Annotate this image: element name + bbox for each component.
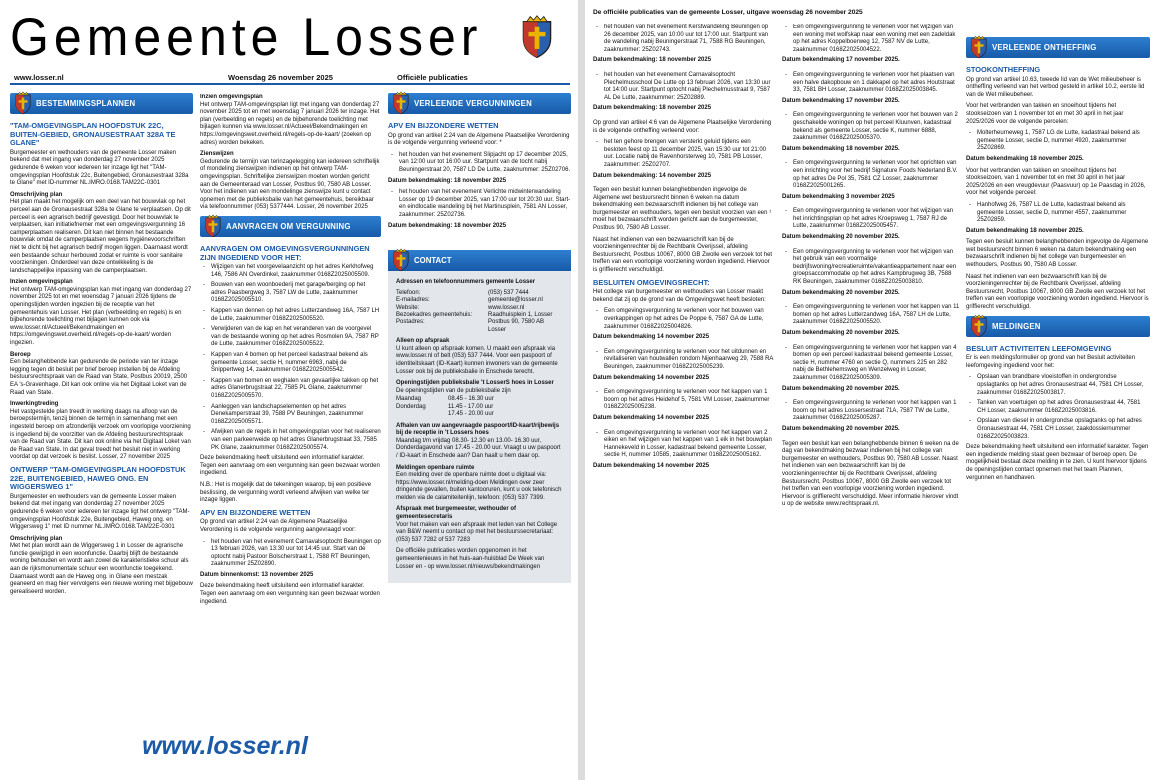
date-line: Datum bekendmaking: 18 november 2025 xyxy=(593,57,712,64)
paragraph: Op grond van artikel 10.63, tweede lid van de Wet milieubeheer is ontheffing verleend van het verbod gesteld in artikel 10.2, eerste lid van de Wet milieubeheer. xyxy=(966,76,1145,98)
contact-heading: Afhalen van uw aangevraagde paspoort/ID-kaart/rijbewijs bij de receptie in 't Lossers hoes xyxy=(396,422,560,437)
hours-day: Donderdag xyxy=(396,403,426,410)
list-item: - Opslaan van brandbare vloeistoffen in ondergrondse opslagtanks op het adres Gronausestraat 44, 7581 CH Losser, zaaknummer 0168Z2025003817. xyxy=(966,374,1150,397)
list-item: - Een omgevingsvergunning te verlenen voor het kappen van 4 bomen op een perceel kadastraal bekend gemeente Losser, sectie H, nummer 4760 en sectie Q, nummers 225 en 282 nabij de Bethlehemsweg en Wenzelweg in Losser, zaaknummer 0168Z2025005309. xyxy=(782,345,960,383)
subheading: Inwerkingtreding xyxy=(10,401,59,408)
left-column-1 xyxy=(10,90,193,740)
paragraph: Op grond van artikel 2:24 van de Algemene Plaatselijke Verordening is de volgende vergunning verleend voor: * xyxy=(388,132,570,147)
notice-intro: Burgemeester en wethouders van de gemeente Losser maken bekend dat met ingang van donderdag 27 november 2025 gedurende 6 weken voor iedereen ter inzage ligt het ontwerp "TAM-omgevingsplan Hoofdstuk 22e, Buitengebied, Haweg ong. en Wiggersweg 1" met ID nummer NL.IMRO.0168.TAM22E-0301 xyxy=(10,493,190,531)
notice-title: AANVRAGEN OM OMGEVINGSVERGUNNINGEN ZIJN INGEDIEND VOOR HET: xyxy=(200,243,370,262)
hours-time: 11.45 - 17.00 uur xyxy=(448,403,494,410)
date-line: Datum bekendmaking: 18 november 2025 xyxy=(388,177,507,184)
date-line: Datum bekendmaking 20 november 2025. xyxy=(782,234,900,241)
crest-icon xyxy=(14,91,32,115)
permit-list xyxy=(782,208,960,231)
right-column-2 xyxy=(782,24,960,764)
paragraph: De openingstijden van de publieksbalie zijn xyxy=(396,387,511,394)
notice-intro: Burgemeester en wethouders van de gemeente Losser maken bekend dat met ingang van donderdag 27 november 2025 gedurende 6 weken voor iedereen ter inzage ligt het "TAM-omgevingsplan Hoofdstuk 22c, Buitengebied, Gronausestraat 328a te Glane" met ID-nummer NL.IMRO.0168.TAM22C-0301 xyxy=(10,149,189,187)
permit-list xyxy=(593,349,775,372)
contact-key: Bezoekadres gemeentehuis: xyxy=(396,311,473,318)
permit-list xyxy=(388,189,571,219)
notice-title: BESLUITEN OMGEVINGSRECHT: xyxy=(593,277,710,287)
notice-title: APV EN BIJZONDERE WETTEN xyxy=(200,507,311,517)
paragraph: Naast het indienen van een bezwaarschrift kan bij de voorzieningenrechter bij de Rechtbank Overijssel, afdeling Bestuursrecht, Postbus 10067, 8000 GB Zwolle een verzoek tot het treffen van een voorlopige voorziening worden ingediend. Hiervoor is griffierecht verschuldigd. xyxy=(593,236,773,274)
date-line: Datum bekendmaking 18 november 2025. xyxy=(782,145,900,152)
section-band-meldingen xyxy=(966,316,1150,337)
contact-row xyxy=(396,305,563,312)
subheading: Inzien omgevingsplan xyxy=(200,94,263,100)
paragraph: De officiële publicaties worden opgenomen in het gemeentenieuws in het huis-aan-huisblad De Week van Losser en - op www.losser.nl/nieuws/bekendmakingen xyxy=(396,548,545,570)
paragraph: Het college van burgemeester en wethouders van Losser maakt bekend dat zij op de grond van de Omgevingswet heeft besloten: xyxy=(593,289,766,303)
list-item: - het houden van het evenement Kerstwandeling Beuningen op 26 december 2025, van 10:00 uur tot 17:00 uur. Startpunt van de wandeling nabij Beuningerstraat 71, 7588 RG Beuningen, zaaknummer: 25Z02743. xyxy=(593,24,775,54)
permit-list xyxy=(593,389,775,412)
paragraph: Tegen een besluit kunnen belanghebbenden ingevolge de Algemene wet bestuursrecht binnen 6 weken na datum bekendmaking een bezwaarschrift indienen bij het college van burgemeester en wethouders, Postbus 90, 7580 AB Losser. xyxy=(966,239,1149,269)
list-item: - Bouwen van een woonboederij met garage/berging op het adres Paasbergweg 3, 7587 LW de Lutte, zaaknummer 0168Z2025005510. xyxy=(200,282,381,305)
subheading: Omschrijving plan xyxy=(10,191,63,198)
crest-icon xyxy=(970,314,988,338)
permit-list xyxy=(593,72,775,102)
list-item: - Een omgevingsvergunning te verlenen voor het wijzigen van het gebruik van een voormalige bedrijfswoning/recreatieruimte/vakantieappartement naar een groepsaccommodatie op het adres Kampbrugweg 3B, 7588 RK Beuningen, zaaknummer 0168Z2025003810. xyxy=(782,249,960,287)
permit-list xyxy=(593,308,775,331)
notice-title: APV EN BIJZONDERE WETTEN xyxy=(388,121,499,130)
date-line: Datum binnenkomst: 13 november 2025 xyxy=(200,571,314,578)
paragraph: Met het plan wordt aan de Wiggersweg 1 in Losser de agrarische functie gewijzigd in een woonfunctie. Daarbij blijft de bestaande woning behouden en wordt aan zowel de karakteristieke schuur als aan de rijksmonumentale schuur een woonfunctie toegekend. Daarnaast wordt aan de Haweg ong. in Glane een mestzak geaneerd en mag hier vervolgens een nieuwe woning met bijgebouw gerealiseerd worden. xyxy=(10,543,193,595)
masthead-title: Gemeente Losser xyxy=(10,7,483,67)
list-item: - Een omgevingsvergunning te verlenen voor het bouwen van 2 geschakelde woningen op het perceel Kluunven, kadastraal bekend als gemeente Losser, sectie K, nummer 6888, zaaknummer 0168Z2025005370. xyxy=(782,112,960,142)
permit-list xyxy=(782,249,960,287)
crest-icon xyxy=(392,91,410,115)
left-page xyxy=(0,0,578,780)
paragraph: Op grond van artikel 2:24 van de Algemene Plaatselijke Verordening is de volgende vergunning aangevraagd voor: xyxy=(200,519,356,533)
apv-list xyxy=(200,539,381,569)
date-line: Datum bekendmaking: 14 november 2025 xyxy=(593,172,712,179)
paragraph: Op grond van artikel 4:6 van de Algemene Plaatselijke Verordening is de volgende ontheffing verleend voor: xyxy=(593,119,772,134)
section-band-label: BESTEMMINGSPLANNEN xyxy=(36,99,136,108)
list-item: - het ten gehore brengen van versterkt geluid tijdens een besloten feest op 11 december 2025, van 15:30 uur tot 21:00 uur. Locatie nabij de Ravenhorsterweg 10, 7581 PB Losser, zaaknummer: 25Z02707. xyxy=(593,139,775,169)
permit-list xyxy=(782,72,960,95)
right-column-3 xyxy=(966,34,1150,764)
contact-value[interactable]: (053) 537 7444 xyxy=(488,289,529,296)
permit-list xyxy=(388,152,571,175)
section-band-label: MELDINGEN xyxy=(992,321,1041,331)
permit-list xyxy=(782,400,960,423)
contact-heading: Afspraak met burgemeester, wethouder of gemeentesecretaris xyxy=(396,506,517,521)
section-band-bestemmingsplannen xyxy=(10,93,193,114)
footer-url[interactable]: www.losser.nl xyxy=(142,732,308,760)
date-line: Datum bekendmaking 20 november 2025. xyxy=(782,330,900,336)
left-column-3 xyxy=(388,90,571,780)
contact-key: Website: xyxy=(396,304,420,311)
date-line: Datum bekendmaking 14 november 2025 xyxy=(593,374,710,381)
date-line: Datum bekendmaking 18 november 2025. xyxy=(966,227,1084,234)
section-band-verleende-ontheffing xyxy=(966,37,1150,58)
paragraph: Tegen een besluit kan een belanghebbende binnen 6 weken na de dag van bekendmaking bezwaar indienen bij het college van burgemeester en wethouders, Postbus 90, 7580 AB Losser. Naast het indienen van een bezwaarschrift kan bij de voorzieningenrechter bij de Rechtbank Overijssel, afdeling Bestuursrecht, Postbus 10067, 8000 GB Zwolle een verzoek tot het treffen van een voorlopige voorziening worden ingediend. Hiervoor is griffierecht verschuldigd. Meer informatie hierover vindt u op de website www.rechtspraak.nl. xyxy=(782,440,959,508)
date-line: Datum bekendmaking 14 november 2025 xyxy=(593,414,710,421)
contact-value[interactable]: gemeente@losser.nl xyxy=(488,297,543,304)
date-line: Datum bekendmaking 20 november 2025. xyxy=(782,425,900,432)
contact-row xyxy=(396,312,563,319)
paragraph: Tegen een besluit kunnen belanghebbenden ingevolge de Algemene wet bestuursrecht binnen 6 weken na datum bekendmaking een bezwaarschrift indienen bij het college van burgemeester en wethouders, tegen een besluit voorzien van een ¹ moet het bezwaarschrift worden gericht aan de burgemeester, Postbus 90, 7580 AB Losser. xyxy=(593,187,772,232)
contact-heading: Alleen op afspraak xyxy=(396,338,450,345)
hours-time: 17.45 - 20.00 uur xyxy=(448,411,494,418)
right-page-header: De officiële publicaties van de gemeente Losser, uitgave woensdag 26 november 2025 xyxy=(593,9,863,16)
crest-icon xyxy=(970,35,988,59)
list-item: - Een omgevingsvergunning te verlenen voor het uitdunnen en revitaliseren van houtwallen rondom Nijenhaarweg 29, 7588 RA Beuningen, zaaknummer 0168Z2025005239. xyxy=(593,349,775,372)
date-line: Datum bekendmaking: 18 november 2025 xyxy=(593,105,712,112)
paragraph: N.B.: Het is mogelijk dat de tekeningen waarop, bij een positieve beslissing, de vergunning wordt verleend afwijken van welke ter inzage liggen. xyxy=(200,481,372,504)
paragraph: Deze bekendmaking heeft uitsluitend een informatief karakter. Tegen een aanvraag om een vergunning kan geen bezwaar worden ingediend. xyxy=(200,583,380,605)
subheading: Omschrijving plan xyxy=(10,535,63,542)
paragraph: U kunt alleen op afspraak komen. U maakt een afspraak via www.losser.nl of belt (053) 537 7444. Voor een paspoort of identiteitskaart (ID-Kaart) kunnen inwoners van de gemeente Losser ook bij de publieksbalie in Enschede terecht. xyxy=(396,345,558,375)
hours-row xyxy=(396,396,494,403)
permit-list xyxy=(593,24,775,54)
list-item: - Een omgevingsvergunning te verlenen voor het kappen van 2 eiken en het wijzigen van het kappen van 1 eik in het bouwplan Hannekeveld in Losser, kadastraal bekend gemeente Losser, sectie H, nummer 10585, zaaknummer 0168Z2025005162. xyxy=(593,430,775,460)
paragraph: Deze bekendmaking heeft uitsluitend een informatief karakter. Tegen een ingediende melding staat geen bezwaar of beroep open. De mogelijkheid bestaat deze melding in te zien. U kunt hiervoor tijdens de openingstijden contact opnemen met het team Plannen, vergunnen en handhaven. xyxy=(966,444,1149,481)
list-item: - Een omgevingsvergunning te verlenen voor het kappen van 11 bomen op het adres Lutterzandweg 16A, 7587 LH de Lutte, zaaknummer 0168Z2025005520. xyxy=(782,304,960,327)
list-item: - Een omgevingsvergunning te verlenen voor het oprichten van een inrichting voor het bedrijf Signature Foods Nederland B.V. op het adres De Pol 35, 7581 CZ Losser, zaaknummer 0168Z2025001265. xyxy=(782,160,960,190)
list-item: - Een omgevingsvergunning te verlenen voor het kappen van 1 boom op het adres Lossersestraat 71A, 7587 TW de Lutte, zaaknummer 0168Z2025005287. xyxy=(782,400,960,423)
section-band-label: AANVRAGEN OM VERGUNNING xyxy=(226,221,351,231)
list-item: - het houden van het evenement Carnavalsoptocht Plechelmusschool De Lutte op 13 februari 2026, van 13:30 uur tot 14:00 uur. Startpunt optocht nabij Plechelmusstraat 9, 7587 AL De Lutte, zaaknummer: 25Z02889. xyxy=(593,72,775,102)
contact-value: Postbus 90, 7580 AB Losser xyxy=(488,319,545,333)
right-page xyxy=(585,0,1160,780)
subheading: Beroep xyxy=(10,351,31,358)
list-item: - Een omgevingsvergunning te verlenen voor het plaatsen van een halve dakopbouw en 1 dakkapel op het adres Houtstraat 33, 7581 BH Losser, zaaknummer 0168Z2025003845. xyxy=(782,72,960,95)
contact-heading: Openingstijden publieksbalie 't LosserS hoes in Losser xyxy=(396,380,554,387)
date-line: Datum bekendmaking 14 november 2025 xyxy=(593,334,710,341)
losser-crest-logo xyxy=(520,14,554,60)
notice-title: "TAM-OMGEVINGSPLAN HOOFDSTUK 22C, BUITEN-GEBIED, GRONAUSESTRAAT 328A TE GLANE" xyxy=(10,121,176,148)
left-column-2 xyxy=(200,94,381,724)
list-item: - Opslaan van diesel in ondergrondse opslagtanks op het adres Gronausestraat 44, 7581 CH Losser, zaakdossiernummer 0168Z2025003823. xyxy=(966,418,1150,441)
list-item: - Wijzigen van het voorgevelaanzicht op het adres Kerkhofweg 146, 7586 AN Overdinkel, zaaknummer 0168Z2025005509. xyxy=(200,264,381,279)
section-band-verleende-vergunningen xyxy=(388,93,571,114)
permit-list xyxy=(782,112,960,142)
melding-list xyxy=(966,374,1150,441)
permit-list xyxy=(782,24,960,54)
hours-day: Maandag xyxy=(396,396,422,403)
contact-table xyxy=(396,290,563,334)
paragraph: Maandag t/m vrijdag 08.30- 12.30 en 13.00- 16.30 uur, Donderdagavond van 17.45 - 20.00 uur. Vraagt u uw paspoort / ID-kaart in Enschede aan? Dan haalt u hem daar op. xyxy=(396,437,561,459)
section-band-contact xyxy=(388,250,571,271)
paragraph: Het plan maakt het mogelijk om een deel van het bouwvlak op het perceel aan de Gronausestraat 328a te Glane te verplaatsen. Op dit perceel is een agrarisch bedrijf gevestigd. Door het bouwvlak te verplaatsen, kan initiatiefnemer met een omgevingsvergunning 16 camperplaatsen realiseren. Dit kan niet binnen het bestaande bouwvlak omdat de camperplaatsen wegens hygiënevoorschriften niet te dicht bij het agrarisch bedrijf mogen liggen. Daarnaast wordt een bestaande schuur herbouwd zodat er ruimte is voor sanitaire voorzieningen. Onderdeel van deze ontwikkeling is de landschappelijke inpassing van de camperplaatsen. xyxy=(10,199,191,274)
notice-title: ONTWERP "TAM-OMGEVINGSPLAN HOOFDSTUK 22E, BUITENGEBIED, HAWEG ONG. EN WIGGERSWEG 1" xyxy=(10,464,186,492)
contact-row xyxy=(396,297,563,304)
paragraph: Een belanghebbende kan gedurende de periode van ter inzage legging tegen dit besluit per brief beroep instellen bij de Afdeling bestuursrechtspraak van de Raad van State, Postbus 20019, 2500 EA 's-Gravenhage. Dit kan ook online via het Digitaal Loket van de Raad van State. xyxy=(10,359,188,396)
contact-value: Raadhuisplein 1, Losser xyxy=(488,311,553,318)
contact-key: Telefoon: xyxy=(396,289,421,296)
list-item: - Aanleggen van landschapselementen op het adres Denekamperstraat 39, 7588 PV Beuningen, zaaknummer 0168Z2025005571. xyxy=(200,404,381,427)
paragraph: Voor het maken van een afspraak met leden van het College van B&W neemt u contact op met het bestuurssecretariaat: (053) 537 7282 of 537 7283 xyxy=(396,521,558,543)
list-item: - het houden van het evenement Slipjacht op 17 december 2025, van 12:00 uur tot 16:00 uur. Startpunt van de tocht nabij Beuningerstraat 20, 7587 LD De Lutte, zaaknummer: 25Z02706. xyxy=(388,152,571,175)
date-line: Datum bekendmaking 20 november 2025. xyxy=(782,385,900,392)
section-band-label: CONTACT xyxy=(414,256,452,266)
notice-title: STOOKONTHEFFING xyxy=(966,65,1041,74)
contact-box xyxy=(388,250,571,583)
hours-day xyxy=(396,411,448,418)
paragraph: Naast het indienen van een bezwaarschrift kan bij de voorzieningenrechter bij de Rechtbank Overijssel, afdeling Bestuursrecht, Postbus 10067, 8000 GB Zwolle een verzoek tot het treffen van een voorlopige voorziening worden ingediend. Hiervoor is griffierecht verschuldigd. xyxy=(966,273,1149,311)
list-item: - Kappen van dennen op het adres Lutterzandweg 16A, 7587 LH de Lutte, zaaknummer 0168Z2025005520. xyxy=(200,308,381,323)
right-column-1 xyxy=(593,24,775,764)
list-item: - Een omgevingsvergunning te verlenen voor het wijzigen van een woning met wolfskap naar een woning met een zadeldak op het adres Koppelboerweg 12, 7587 NV de Lutte, zaaknummer 0168Z2025004522. xyxy=(782,24,960,54)
list-item: - Kappen van 4 bomen op het perceel kadastraal bekend als gemeente Losser, sectie H, nummer 6963, nabij de Snippertweg 14, zaaknummer 0168Z2025005542. xyxy=(200,352,381,375)
hours-time: 08.45 - 16.30 uur xyxy=(448,396,494,403)
date-line: Datum bekendmaking 17 november 2025. xyxy=(782,97,900,104)
permit-list xyxy=(966,202,1150,225)
notice-title: BESLUIT ACTIVITEITEN LEEFOMGEVING xyxy=(966,343,1112,353)
list-item: - Een omgevingsvergunning te verlenen voor het kappen van 1 boom op het adres Heidehof 5, 7581 VM Losser, zaaknummer 0168Z2025005238. xyxy=(593,389,775,412)
paragraph: Voor het verbranden van takken en snoeihout tijdens het stookseizoen van 1 november tot en met 30 april in het jaar 2025/2026 voor de volgende percelen: xyxy=(966,103,1124,125)
list-item: - Tanken van voertuigen op het adres Gronausestraat 44, 7581 CH Losser, zaaknummer 0168Z2025003816. xyxy=(966,400,1150,415)
contact-row xyxy=(396,319,563,334)
list-item: - Kappen van bomen en weghalen van gevaarlijke takken op het adres Glanerbrugstraat 22, 7585 PL Glane, zaaknummer 0168Z2025005570. xyxy=(200,378,381,401)
date-line: Datum bekendmaking 20 november 2025. xyxy=(782,289,900,296)
masthead-website[interactable]: www.losser.nl xyxy=(14,73,64,82)
opening-hours-table xyxy=(396,396,494,418)
permit-list xyxy=(782,345,960,383)
paragraph: Een melding over de openbare ruimte doet u digitaal via: https://www.losser.nl/melding-doen Meldingen over zeer dringende gevallen, buiten kantooruren, kunt u ook telefonisch melden via de calamiteitenlijn, telefoon: (053) 537 7399. xyxy=(396,472,562,501)
contact-value[interactable]: www.losser.nl xyxy=(488,304,525,311)
list-item: - Een omgevingsvergunning te verlenen voor het wijzigen van het inrichtingsplan op het adres Kroepsweg 1, 7587 RJ de Lutte, zaaknummer 0168Z2025005457. xyxy=(782,208,960,231)
date-line: Datum bekendmaking 17 november 2025. xyxy=(782,57,900,64)
subheading: Inzien omgevingsplan xyxy=(10,279,73,286)
section-band-aanvragen xyxy=(200,216,381,237)
masthead-rule xyxy=(10,83,570,85)
list-item: - Hanhofweg 26, 7587 LL de Lutte, kadastraal bekend als gemeente Losser, sectie D, nummer 4557, zaaknummer 25Z02859. xyxy=(966,202,1150,225)
contact-row xyxy=(396,290,563,297)
list-item: - het houden van het evenement Verlichte midwinterwandeling Losser op 19 december 2025, van 17:00 uur tot 20:30 uur. Start- en eindlocatie wandeling bij het Martinusplein, 7581 AN Losser, zaaknummer: 25Z02736. xyxy=(388,189,571,219)
masthead-label: Officiële publicaties xyxy=(397,73,468,82)
subheading: Zienswijzen xyxy=(200,151,234,158)
list-item: - Molterheurneweg 1, 7587 LG de Lutte, kadastraal bekend als gemeente Losser, sectie D, nummer 4920, zaaknummer 25Z02869. xyxy=(966,130,1150,153)
date-line: Datum bekendmaking 3 november 2025 xyxy=(782,193,895,200)
paragraph: Deze bekendmaking heeft uitsluitend een informatief karakter. Tegen een aanvraag om een vergunning kan geen bezwaar worden ingediend. xyxy=(200,455,380,477)
masthead-date: Woensdag 26 november 2025 xyxy=(228,73,333,82)
contact-key: Postadres: xyxy=(396,319,425,326)
hours-row xyxy=(396,404,494,411)
paragraph: Het vastgestelde plan treedt in werking daags na afloop van de beroepstermijn, tenzij binnen de termijn in samenhang met een ingesteld beroep om afzonderlijk verzoek om voorlopige voorziening is ingediend bij de voorzitter van de Afdeling bestuursrechtspraak van de Raad van State. Dit kan ook online via het Digitaal Loket van de Raad van State. In dat geval treedt het besluit niet in werking voordat op dat verzoek is beslist. Losser, 27 november 2025 xyxy=(10,408,191,461)
permit-list xyxy=(782,304,960,327)
permit-list xyxy=(593,430,775,460)
paragraph: Voor het verbranden van takken en snoeihout tijdens het stookseizoen, van 1 november tot en met 30 april in het jaar 2025/2026 en een vreugdevuur (Paasvuur) op 1e Paasdag in 2026, voor het volgende perceel: xyxy=(966,167,1146,197)
list-item: - Een omgevingsvergunning te verlenen voor het bouwen van overkappingen op het adres De Poppe 6, 7587 GA de Lutte, zaaknummer 0168Z2025004826. xyxy=(593,308,775,331)
application-list xyxy=(200,264,381,452)
contact-heading: Meldingen openbare ruimte xyxy=(396,464,475,471)
permit-list xyxy=(782,160,960,190)
date-line: Datum bekendmaking 14 november 2025 xyxy=(593,462,710,469)
crest-icon xyxy=(204,214,222,238)
list-item: - Afwijken van de regels in het omgevingsplan voor het realiseren van een parkeerweide op het adres Glanerbrugstraat 33, 7585 PK Glane, zaaknummer 0168Z2025005574. xyxy=(200,429,381,452)
list-item: - Verwijderen van de kap en het veranderen van de voorgevel van de bestaande woning op het adres Rosmolen 9A, 7587 RP de Lutte, zaaknummer 0168Z2025005522. xyxy=(200,326,381,349)
contact-key: E-mailadres: xyxy=(396,297,430,304)
paragraph: Het ontwerp TAM-omgevingsplan kan met ingang van donderdag 27 november 2025 tot en met woensdag 7 januari 2026 tijdens de openingstijden worden ingezien bij de receptie van het gemeentehuis van Losser. Het plan (verbeelding en regels) is en bijbehorende toelichting met bijlagen kunnen ook via www.losser.nl/Actueel/Bekendmakingen en https://omgevingswet.overheid.nl/regels-op-de-kaart/ worden ingezien. xyxy=(10,286,192,347)
hours-row xyxy=(396,411,494,418)
permit-list xyxy=(593,139,775,169)
paragraph: Gedurende de termijn van terinzagelegging kan iedereen schriftelijk of mondeling zienswijzen indienen op het ontwerp TAM-omgevingsplan. Schriftelijke zienswijzen moeten worden gericht aan de Gemeenteraad van Losser, Postbus 90, 7580 AB Losser. Voor het indienen van een mondelinge zienswijze kunt u contact opnemen met de publieksbalie van het gemeentehuis, bereikbaar via telefoonnummer (053) 5377444. Losser, 26 november 2025 xyxy=(200,158,380,211)
paragraph: Het ontwerp TAM-omgevingsplan ligt met ingang van donderdag 27 november 2025 tot en met woensdag 7 januari 2026 ter inzage. Het plan (verbeelding en regels) en de bijbehorende toelichting met bijlagen kunnen via www.losser.nl/Actueel/Bekendmakingen en https://omgevingswet.overheid.nl/regels-op-de-kaart/ (zoeken op adres) worden bekeken. xyxy=(200,101,380,146)
crest-icon xyxy=(392,248,410,272)
date-line: Datum bekendmaking 18 november 2025. xyxy=(966,155,1084,162)
paragraph: Er is een meldingsformulier op grond van het Besluit activiteiten leefomgeving ingediend voor het: xyxy=(966,355,1136,369)
contact-heading: Adressen en telefoonnummers gemeente Losser xyxy=(396,279,536,286)
date-line: Datum bekendmaking: 18 november 2025 xyxy=(388,222,507,229)
list-item: - het houden van het evenement Carnavalsoptocht Beuningen op 13 februari 2026, van 13:30 uur tot 14:45 uur. Start van de optocht nabij Pastoor Bolscherstraat 1, 7588 RT Beuningen, zaaknummer 25Z02890. xyxy=(200,539,381,569)
section-band-label: VERLEENDE ONTHEFFING xyxy=(992,43,1097,52)
permit-list xyxy=(966,130,1150,153)
section-band-label: VERLEENDE VERGUNNINGEN xyxy=(414,99,532,108)
